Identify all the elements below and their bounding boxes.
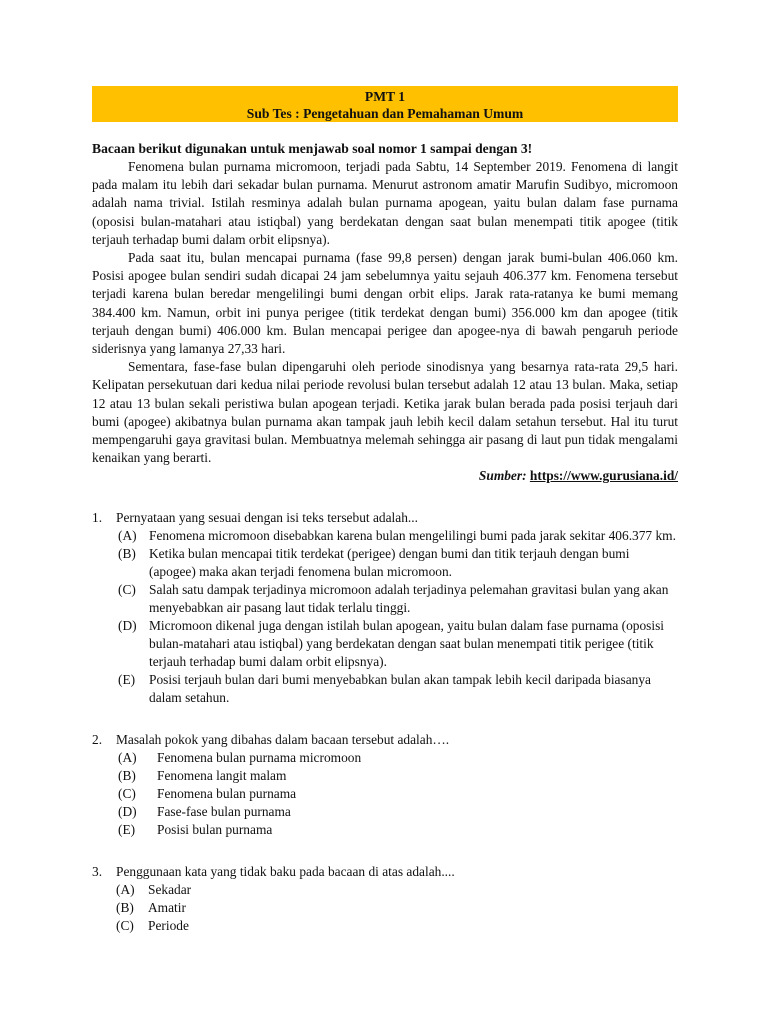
reading-instruction: Bacaan berikut digunakan untuk menjawab soal nomor 1 sampai dengan 3! [92,141,533,156]
option-text: Periode [148,918,189,934]
title-banner [92,86,678,122]
option-list [118,749,678,839]
option-text: Posisi bulan purnama [157,822,273,838]
option-a[interactable] [116,881,678,899]
question-text [92,863,678,881]
option-text: Fenomena bulan purnama micromoon [157,750,362,766]
option-a[interactable] [118,749,678,767]
option-c[interactable] [116,917,678,935]
question-prompt: Penggunaan kata yang tidak baku pada bacaan di atas adalah.... [116,864,455,880]
source-line [92,467,678,485]
option-label: (E) [118,672,136,688]
option-e[interactable] [118,821,678,839]
option-text: Micromoon dikenal juga dengan istilah bulan apogean, yaitu bulan dalam fase purnama (oposisi bulan-matahari atau istiqbal) yang berdekatan dengan saat bulan menempati titik perigee (titik terjauh terhadap bumi dalam orbit elipsnya). [149,618,665,670]
reading-paragraph-1: Fenomena bulan purnama micromoon, terjadi pada Sabtu, 14 September 2019. Fenomena di langit pada malam itu lebih dari sekadar bulan purnama. Menurut astronom amatir Marufin Sudibyo, micromoon adalah nama trivial. Istilah resminya adalah bulan purnama apogean, yaitu bulan dalam fase purnama (oposisi bulan-matahari atau istiqbal) yang berdekatan dengan saat bulan menempati titik apogee (titik terjauh terhadap bumi dalam orbit elipsnya). [92,159,678,247]
option-text: Salah satu dampak terjadinya micromoon adalah terjadinya pelemahan gravitasi bulan yang akan menyebabkan air pasang laut tidak terlalu tinggi. [149,582,669,616]
content [92,140,678,935]
page-title: PMT 1 [364,89,406,104]
question-number: 3. [92,864,103,880]
option-label: (D) [118,618,137,634]
option-b[interactable] [118,767,678,785]
option-label: (C) [118,582,136,598]
page-subtitle: Sub Tes : Pengetahuan dan Pemahaman Umum [246,106,524,121]
question-1 [92,509,678,707]
option-label: (D) [118,804,137,820]
option-text: Fenomena bulan purnama [157,786,297,802]
option-text: Amatir [148,900,186,916]
reading-paragraph-2: Pada saat itu, bulan mencapai purnama (fase 99,8 persen) dengan jarak bumi-bulan 406.060 km. Posisi apogee bulan sendiri sudah dicapai 24 jam sebelumnya yaitu sejauh 406.377 km. Fenomena tersebut terjadi karena bulan beredar mengelilingi bumi dengan orbit elips. Jarak rata-ratanya ke bumi memang 384.400 km. Namun, orbit ini punya perigee (titik terdekat dengan bumi) 356.000 km dan apogee (titik terjauh dengan bumi) 406.000 km. Bulan mencapai perigee dan apogee-nya di bawah pengaruh periode siderisnya yang lamanya 27,33 hari. [92,250,678,357]
option-a[interactable] [118,527,678,545]
option-text: Fenomena langit malam [157,768,287,784]
option-label: (E) [118,822,136,838]
option-b[interactable] [116,899,678,917]
option-label: (B) [118,546,136,562]
question-text [92,509,678,527]
option-label: (C) [118,786,136,802]
option-c[interactable] [118,581,678,617]
reading-paragraph-3: Sementara, fase-fase bulan dipengaruhi oleh periode sinodisnya yang besarnya rata-rata 29,5 hari. Kelipatan persekutuan dari kedua nilai periode revolusi bulan tersebut adalah 12 atau 13 bulan. Maka, setiap 12 atau 13 bulan sekali peristiwa bulan apogean terjadi. Ketika jarak bulan berada pada posisi terjauh dari bumi (apogee) akibatnya bulan purnama akan tampak jauh lebih kecil dalam setahun tersebut. Hal itu turut mempengaruhi gaya gravitasi bulan. Membuatnya melemah sehingga air pasang di laut pun tidak mengalami kenaikan yang berarti. [92,359,678,466]
question-number: 1. [92,510,103,526]
option-label: (C) [116,918,134,934]
option-c[interactable] [118,785,678,803]
question-prompt: Masalah pokok yang dibahas dalam bacaan tersebut adalah…. [116,732,450,748]
source-label: Sumber: [478,468,527,484]
option-text: Sekadar [148,882,192,898]
option-d[interactable] [118,803,678,821]
option-list [118,527,678,707]
question-3 [92,863,678,935]
question-number: 2. [92,732,103,748]
option-text: Ketika bulan mencapai titik terdekat (perigee) dengan bumi dan titik terjauh dengan bumi (apogee) maka akan terjadi fenomena bulan micromoon. [149,546,630,580]
option-label: (A) [118,750,137,766]
option-text: Fenomena micromoon disebabkan karena bulan mengelilingi bumi pada jarak sekitar 406.377 km. [149,528,676,544]
option-text: Fase-fase bulan purnama [157,804,291,820]
option-label: (A) [116,882,135,898]
option-text: Posisi terjauh bulan dari bumi menyebabkan bulan akan tampak lebih kecil daripada biasanya dalam setahun. [149,672,651,706]
option-label: (B) [118,768,136,784]
option-b[interactable] [118,545,678,581]
option-list [116,881,678,935]
question-text [92,731,678,749]
question-prompt: Pernyataan yang sesuai dengan isi teks tersebut adalah... [116,510,418,526]
option-label: (B) [116,900,134,916]
source-link[interactable]: https://www.gurusiana.id/ [529,468,678,484]
question-2 [92,731,678,839]
option-d[interactable] [118,617,678,671]
option-label: (A) [118,528,137,544]
option-e[interactable] [118,671,678,707]
